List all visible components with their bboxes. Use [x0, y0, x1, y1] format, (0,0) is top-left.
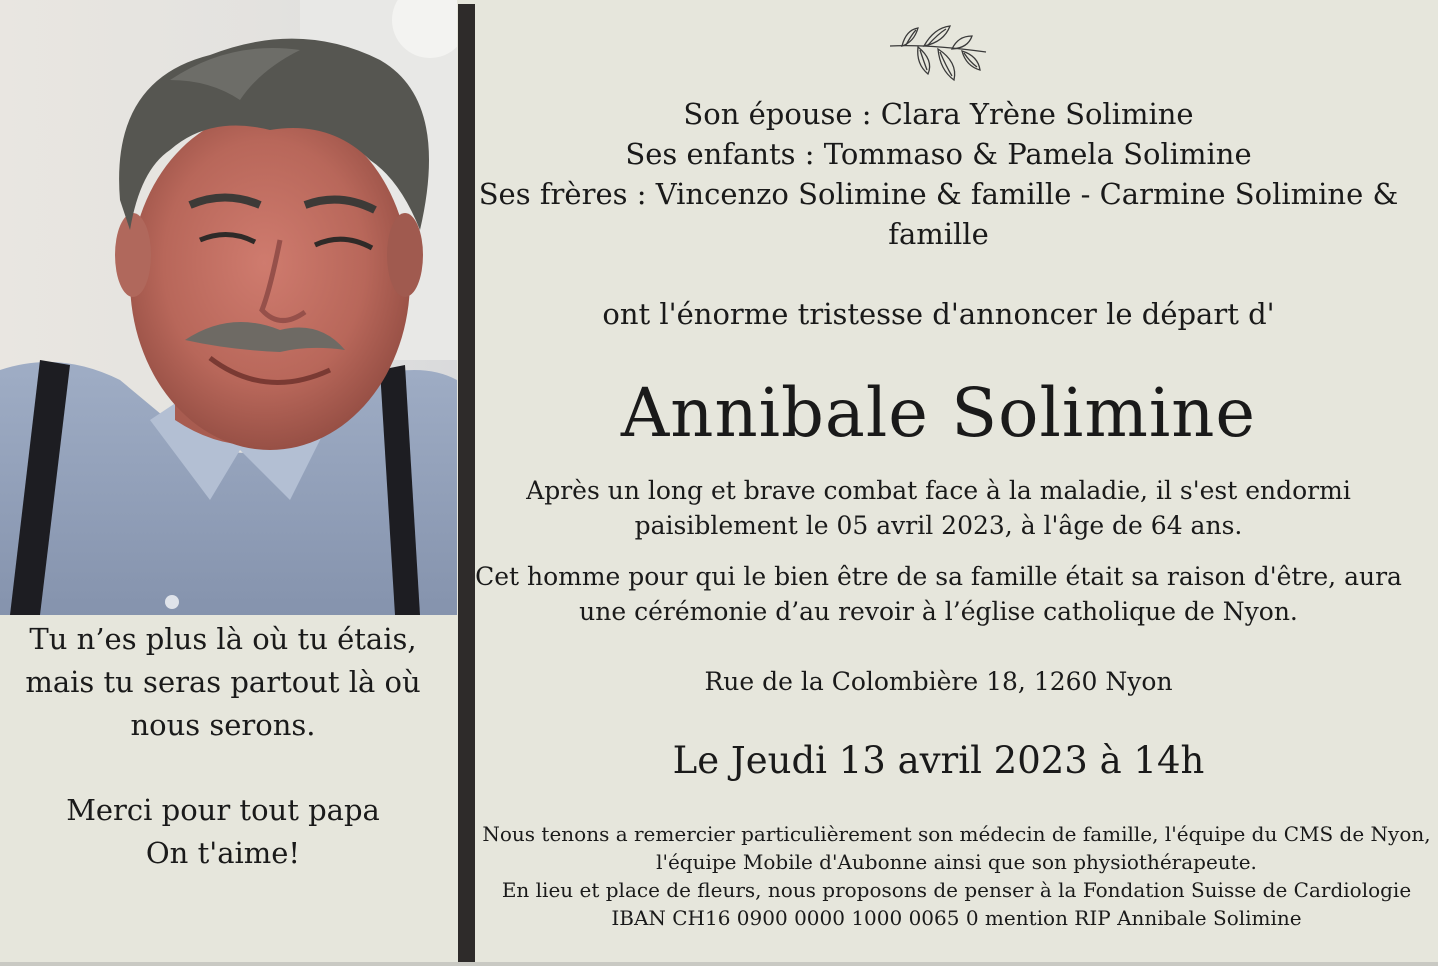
farewell-quote: [0, 618, 446, 875]
paragraph-line: paisiblement le 05 avril 2023, à l'âge de 64 ans.: [634, 511, 1243, 540]
portrait-photo: [0, 0, 457, 615]
thanks-line: Nous tenons a remercier particulièrement son médecin de famille, l'équipe du CMS de Nyon,: [482, 822, 1431, 846]
thanks-line: l'équipe Mobile d'Aubonne ainsi que son physiothérapeute.: [656, 850, 1257, 874]
deceased-name: Annibale Solimine: [620, 374, 1257, 452]
acknowledgements: [475, 820, 1438, 932]
bottom-edge: [0, 962, 1438, 966]
ceremony-date: Le Jeudi 13 avril 2023 à 14h: [672, 739, 1205, 782]
family-members: [475, 94, 1402, 254]
quote-line: Tu n’es plus là où tu étais,: [29, 622, 417, 656]
right-column: [475, 0, 1438, 962]
family-line: Son épouse : Clara Yrène Solimine: [683, 97, 1194, 131]
ceremony-paragraph: [475, 559, 1402, 629]
quote-line: mais tu seras partout là où: [25, 665, 421, 699]
vertical-divider: [458, 4, 475, 962]
paragraph-line: Cet homme pour qui le bien être de sa famille était sa raison d'être, aura: [475, 562, 1402, 591]
announcement-text: ont l'énorme tristesse d'annoncer le départ d': [602, 297, 1275, 331]
thanks-line: En lieu et place de fleurs, nous proposons de penser à la Fondation Suisse de Cardiologie: [501, 878, 1412, 902]
left-column: [0, 0, 458, 962]
quote-line: nous serons.: [130, 708, 316, 742]
family-line: Ses frères : Vincenzo Solimine & famille - Carmine Solimine &: [478, 177, 1399, 211]
paragraph-line: Après un long et brave combat face à la maladie, il s'est endormi: [526, 476, 1351, 505]
family-line: famille: [888, 217, 989, 251]
paragraph-line: une cérémonie d’au revoir à l’église catholique de Nyon.: [579, 597, 1298, 626]
quote-line: Merci pour tout papa: [66, 793, 380, 827]
olive-branch-icon: [888, 22, 988, 88]
quote-line: On t'aime!: [145, 836, 301, 870]
death-paragraph: [475, 473, 1402, 543]
iban-line: IBAN CH16 0900 0000 1000 0065 0 mention RIP Annibale Solimine: [611, 906, 1302, 930]
family-line: Ses enfants : Tommaso & Pamela Solimine: [625, 137, 1252, 171]
church-address: Rue de la Colombière 18, 1260 Nyon: [704, 667, 1173, 696]
